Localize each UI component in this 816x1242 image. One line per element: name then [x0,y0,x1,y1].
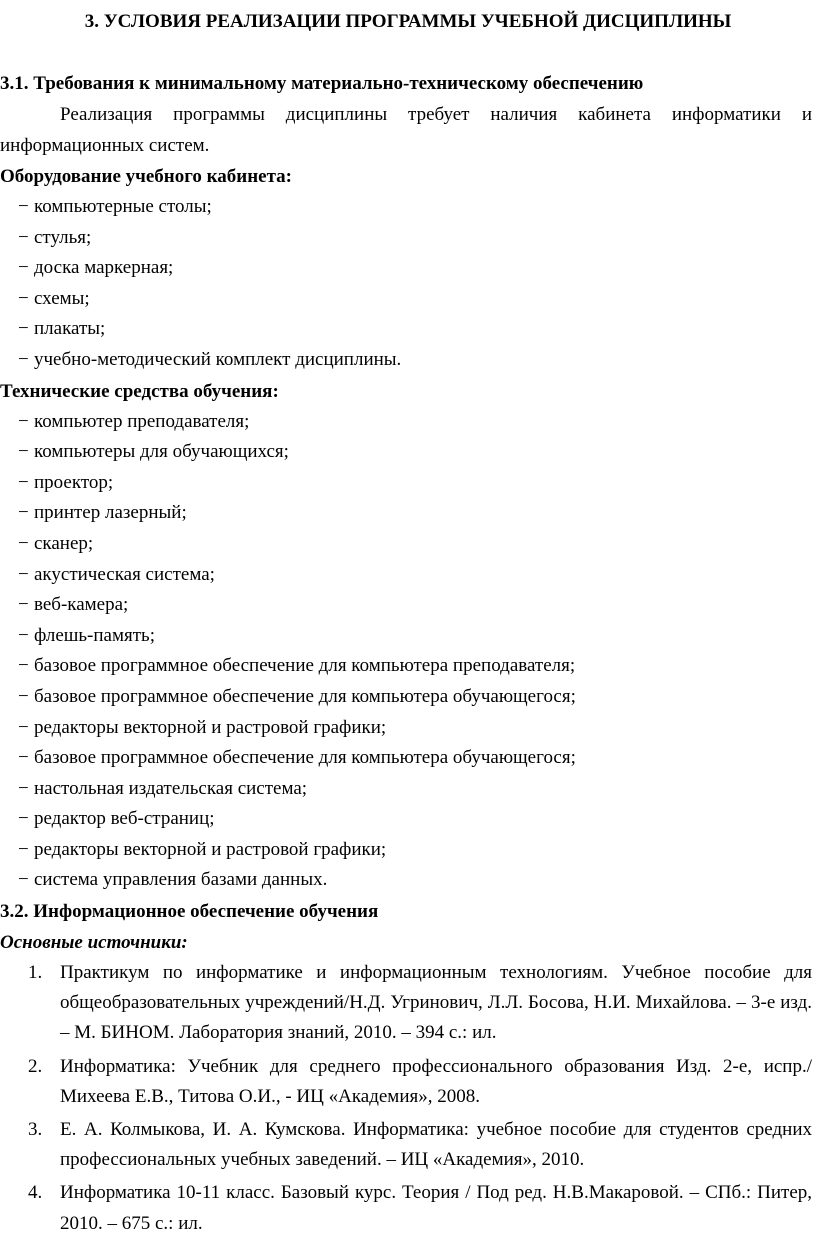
section-1-intro: Реализация программы дисциплины требует наличия кабинета информатики и информационных систем. [0,104,812,156]
tech-item-text: компьютер преподавателя; [34,410,250,432]
source-number: 4. [28,1182,43,1204]
dash-bullet: − [18,655,29,677]
tech-item [0,651,812,682]
equipment-item [0,314,812,345]
dash-bullet: − [18,685,29,707]
dash-bullet: − [18,287,29,309]
document-body [0,68,812,1242]
equipment-item [0,223,812,254]
equipment-item-text: схемы; [34,287,90,309]
equipment-item-text: учебно-методический комплект дисциплины. [34,348,402,370]
dash-bullet: − [18,318,29,340]
equipment-heading: Оборудование учебного кабинета: [0,166,293,187]
dash-bullet: − [18,808,29,830]
dash-bullet: − [18,869,29,891]
tech-item [0,560,812,591]
tech-item [0,774,812,805]
tech-item-text: редакторы векторной и растровой графики; [34,838,387,860]
dash-bullet: − [18,747,29,769]
source-text: Практикум по информатике и информационным технологиям. Учебное пособие для общеобразовательных учреждений/Н.Д. Угринович, Л.Л. Босова, Н.И. Михайлова. – 3-е изд. – М. БИНОМ. Лаборатория знаний, 2010. – 394 с.: ил. [60,962,812,1044]
equipment-item [0,253,812,284]
dash-bullet: − [18,257,29,279]
equipment-item [0,345,812,376]
equipment-list [0,192,812,376]
page-title: 3. УСЛОВИЯ РЕАЛИЗАЦИИ ПРОГРАММЫ УЧЕБНОЙ ДИСЦИПЛИНЫ [84,11,732,32]
sources-list [0,958,812,1239]
source-number: 1. [28,962,43,984]
section-2-title: 3.2. Информационное обеспечение обучения [0,901,379,923]
tech-item-text: веб-камера; [34,594,129,616]
source-number: 3. [28,1119,43,1141]
dash-bullet: − [18,410,29,432]
tech-item-text: редакторы векторной и растровой графики; [34,716,387,738]
tech-item [0,621,812,652]
equipment-item [0,192,812,223]
dash-bullet: − [18,563,29,585]
tech-heading: Технические средства обучения: [0,380,279,402]
tech-item-text: компьютеры для обучающихся; [34,441,289,463]
equipment-item-text: плакаты; [34,318,106,340]
source-item [0,958,812,1049]
tech-item-text: сканер; [34,532,94,554]
tech-item [0,529,812,560]
equipment-item-text: стулья; [34,226,92,248]
dash-bullet: − [18,624,29,646]
tech-item-text: проектор; [34,471,114,493]
tech-item-text: базовое программное обеспечение для компьютера обучающегося; [34,747,576,769]
tech-item [0,713,812,744]
dash-bullet: − [18,226,29,248]
dash-bullet: − [18,532,29,554]
tech-item [0,865,812,896]
section-1-title: 3.1. Требования к минимальному материально-техническому обеспечению [0,73,644,94]
dash-bullet: − [18,777,29,799]
sources-heading: Основные источники: [0,932,188,954]
dash-bullet: − [18,471,29,493]
dash-bullet: − [18,196,29,217]
tech-item-text: настольная издательская система; [34,777,308,799]
tech-item [0,498,812,529]
tech-item [0,804,812,835]
source-number: 2. [28,1055,43,1077]
tech-item [0,682,812,713]
tech-item-text: базовое программное обеспечение для компьютера обучающегося; [34,685,576,707]
tech-item-text: флешь-память; [34,624,155,646]
source-item [0,1052,812,1112]
tech-item-text: редактор веб-страниц; [34,808,215,830]
tech-item [0,468,812,499]
tech-item-text: акустическая система; [34,563,215,585]
tech-item-text: система управления базами данных. [34,869,328,891]
source-text: Информатика: Учебник для среднего профессионального образования Изд. 2-е, испр./ Михеева Е.В., Титова О.И., - ИЦ «Академия», 2008. [60,1055,812,1107]
tech-item [0,590,812,621]
dash-bullet: − [18,502,29,524]
tech-item [0,437,812,468]
dash-bullet: − [18,441,29,463]
dash-bullet: − [18,716,29,738]
source-item [0,1178,812,1238]
tech-item-text: принтер лазерный; [34,502,187,524]
source-text: Е. А. Колмыкова, И. А. Кумскова. Информатика: учебное пособие для студентов средних профессиональных учебных заведений. – ИЦ «Академия», 2010. [60,1119,812,1171]
tech-item-text: базовое программное обеспечение для компьютера преподавателя; [34,655,576,677]
source-item [0,1115,812,1175]
dash-bullet: − [18,594,29,616]
equipment-item-text: компьютерные столы; [34,196,212,217]
tech-item [0,835,812,866]
tech-item [0,743,812,774]
dash-bullet: − [18,348,29,370]
equipment-item-text: доска маркерная; [34,257,174,279]
source-text: Информатика 10-11 класс. Базовый курс. Теория / Под ред. Н.В.Макаровой. – СПб.: Питер, 2010. – 675 с.: ил. [60,1182,812,1234]
tech-item [0,407,812,438]
tech-list [0,407,812,897]
equipment-item [0,284,812,315]
dash-bullet: − [18,838,29,860]
